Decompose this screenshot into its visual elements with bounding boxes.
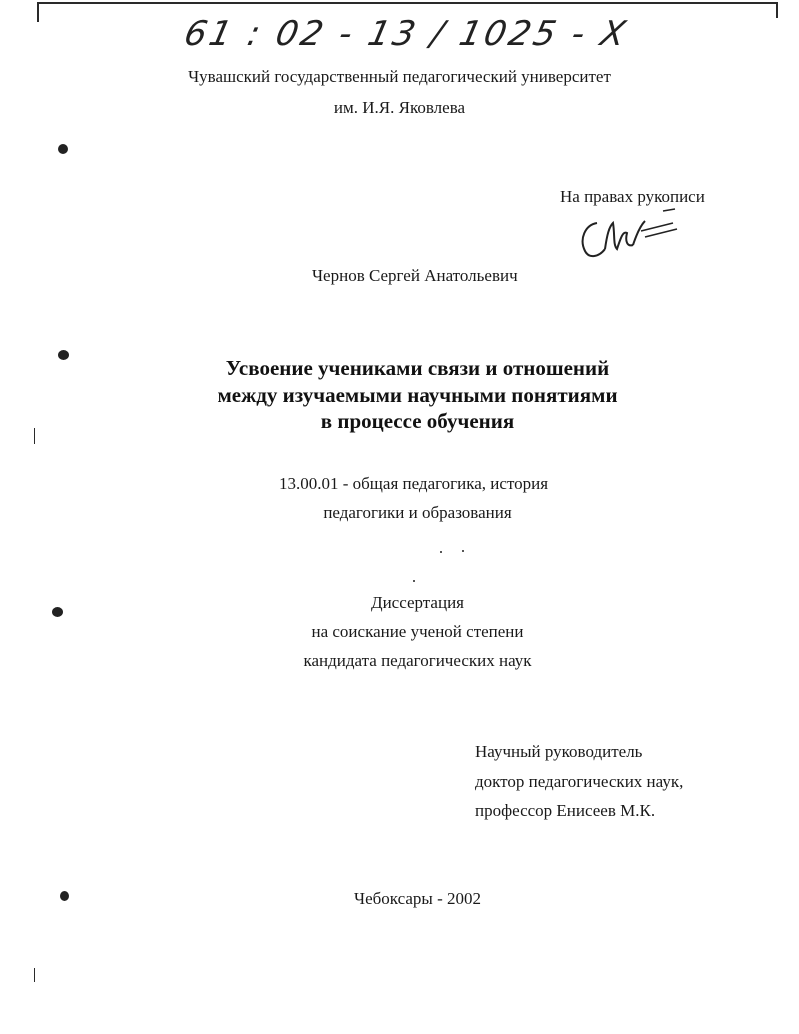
dissertation-title-line-1: Усвоение учениками связи и отношений <box>225 356 610 380</box>
degree-line-3: кандидата педагогических наук <box>303 651 532 670</box>
scan-speck-icon <box>413 580 415 582</box>
specialty-line-1: 13.00.01 - общая педагогика, история <box>279 474 549 493</box>
scan-speck-icon <box>440 551 442 553</box>
archive-code: 61 : 02 - 13 / 1025 - X <box>180 14 632 54</box>
supervisor-line-2: доктор педагогических наук, <box>475 772 684 791</box>
dissertation-title-line-2: между изучаемыми научными понятиями <box>217 383 618 407</box>
dissertation-title-line-3: в процессе обучения <box>320 409 515 433</box>
author-name: Чернов Сергей Анатольевич <box>312 266 518 285</box>
scan-border-top <box>38 2 778 4</box>
supervisor-line-3: профессор Енисеев М.К. <box>475 801 656 820</box>
university-name: Чувашский государственный педагогический университет <box>188 67 611 86</box>
scan-border-left <box>37 2 39 22</box>
city-year: Чебоксары - 2002 <box>354 889 481 908</box>
scan-border-right <box>776 2 778 18</box>
supervisor-line-1: Научный руководитель <box>475 742 643 761</box>
degree-line-2: на соискание ученой степени <box>311 622 524 641</box>
signature-icon <box>575 205 685 265</box>
university-named-after: им. И.Я. Яковлева <box>333 98 466 117</box>
scan-speck-icon <box>462 550 464 552</box>
specialty-line-2: педагогики и образования <box>323 503 512 522</box>
scan-speck-icon <box>58 144 68 154</box>
scan-border-left-mark <box>34 968 35 982</box>
manuscript-right-label: На правах рукописи <box>560 187 705 206</box>
degree-line-1: Диссертация <box>370 593 464 612</box>
